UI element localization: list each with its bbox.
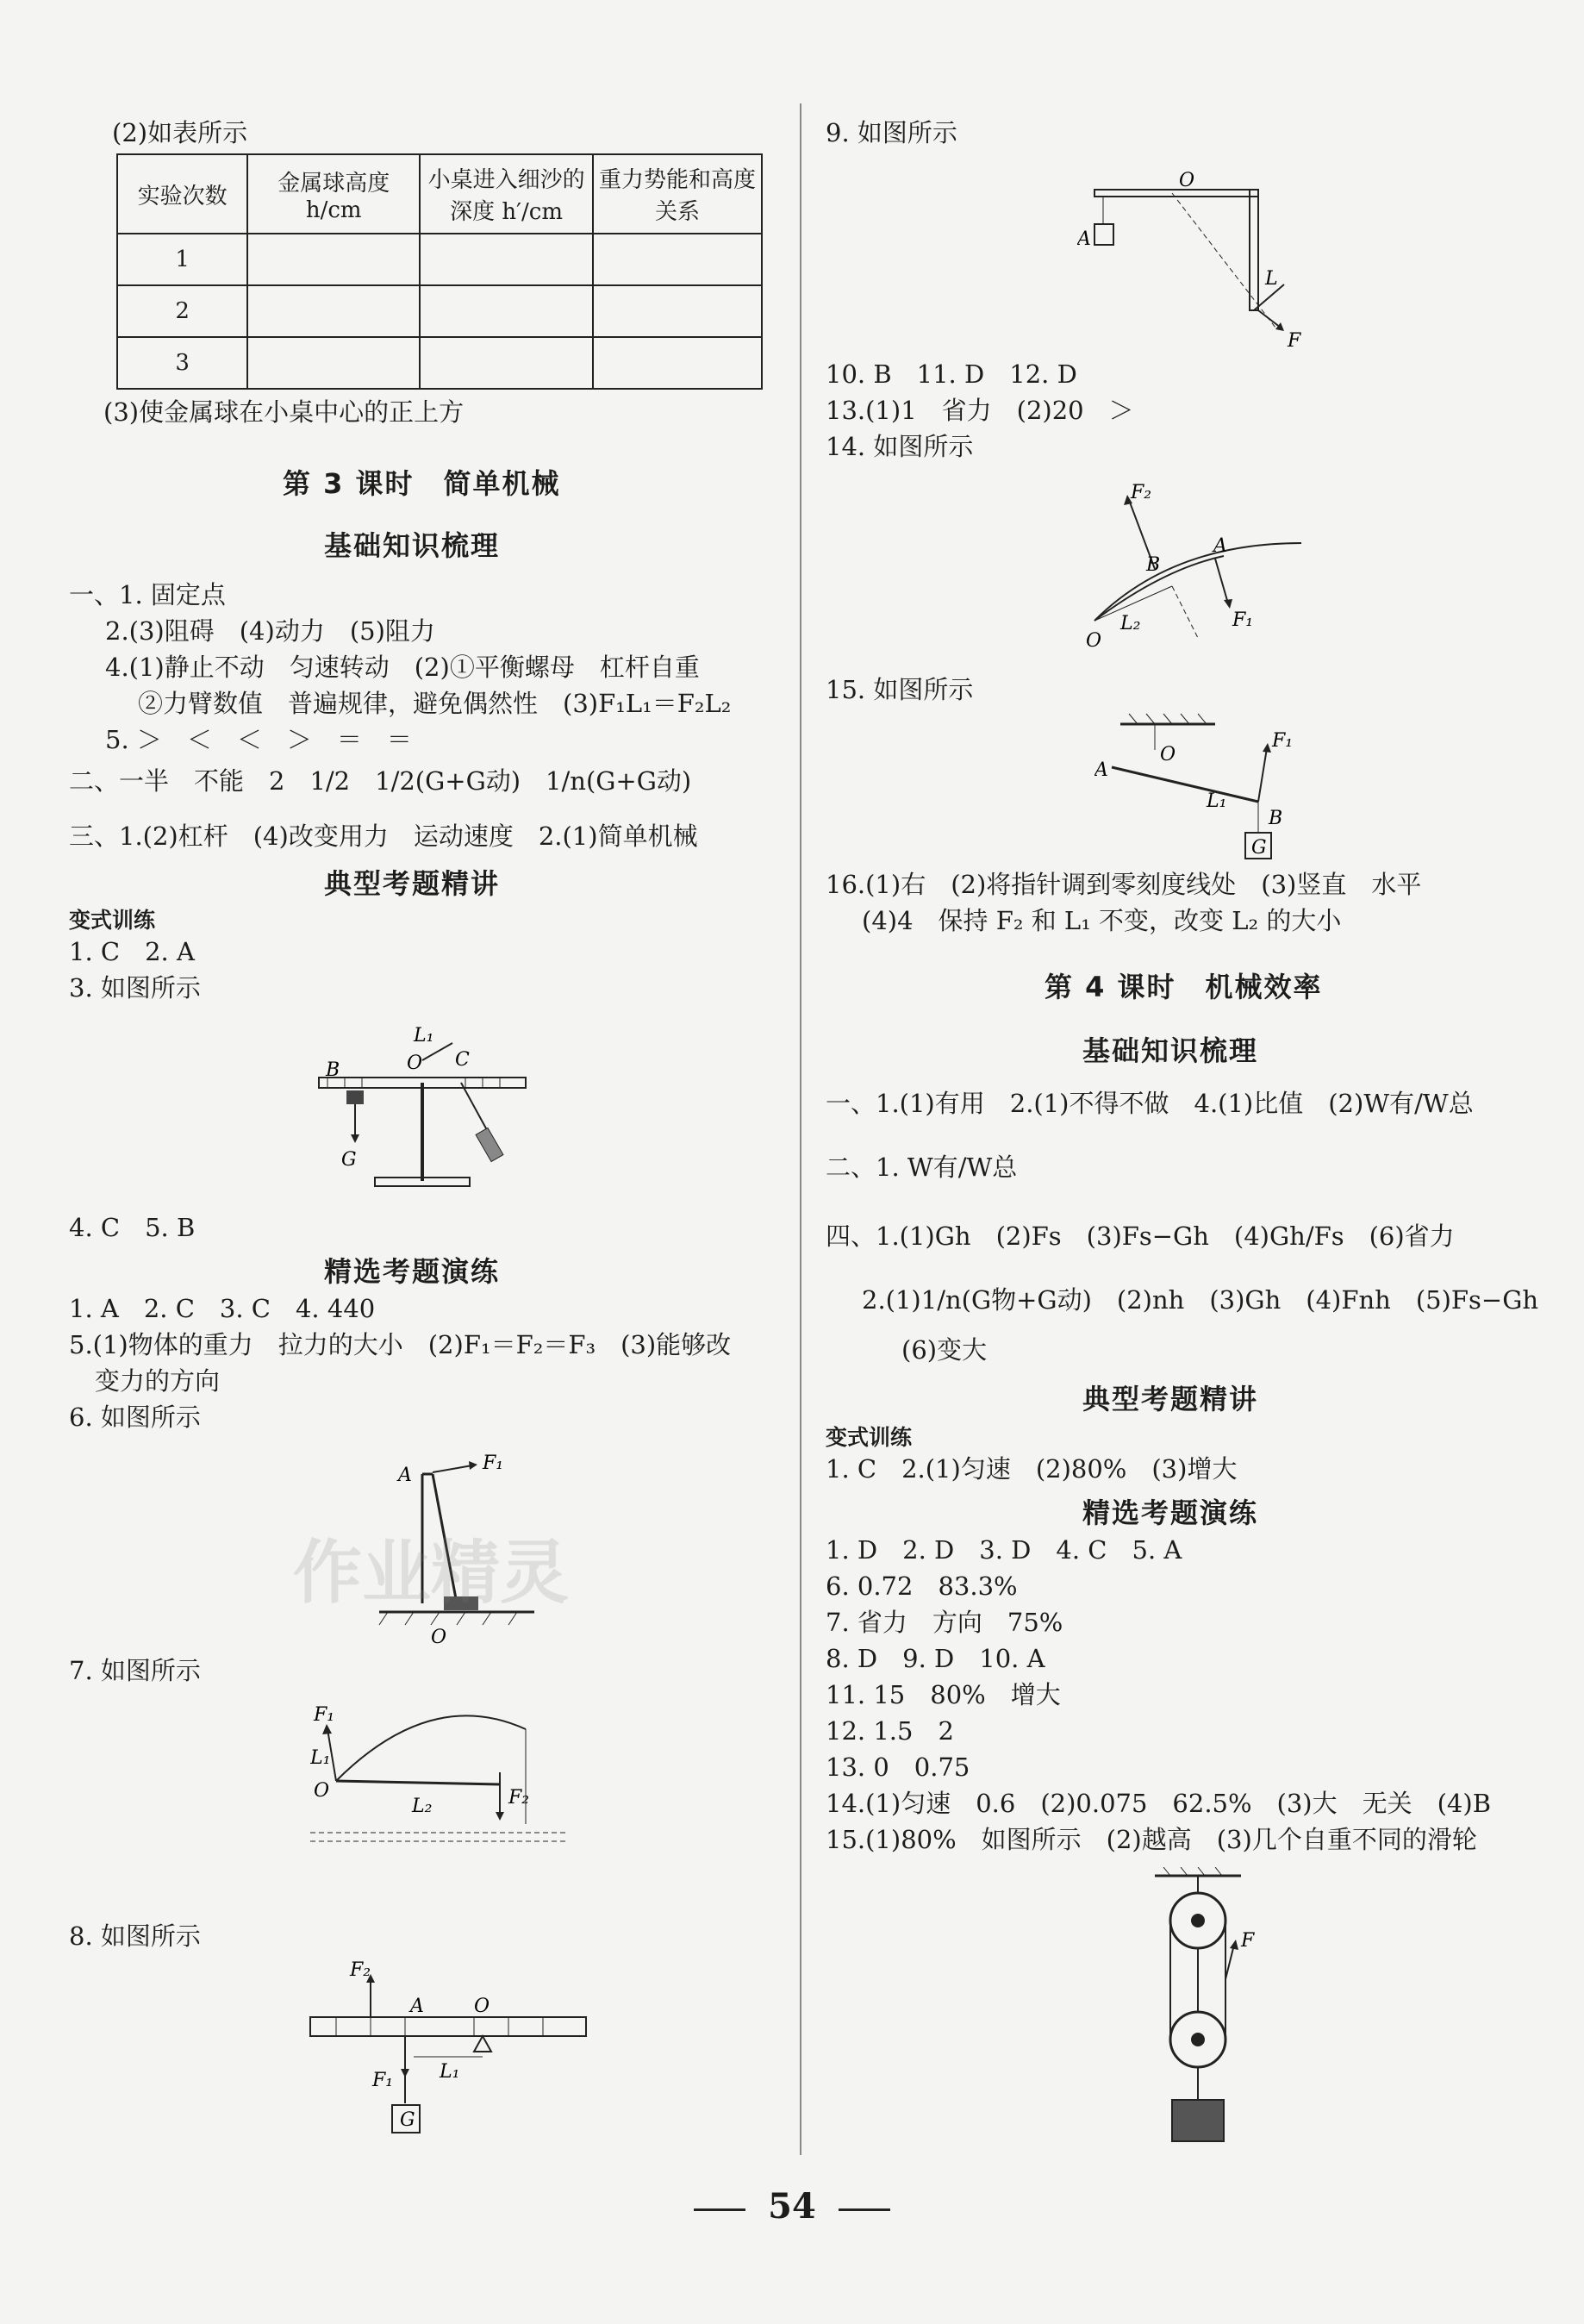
fig-label: A — [410, 1996, 424, 2017]
experiment-table — [116, 153, 763, 390]
lesson3-title: 第 3 课时 简单机械 — [283, 467, 561, 500]
after-fig3: 4. C 5. B — [69, 1213, 196, 1242]
q7-label: 7. 如图所示 — [69, 1656, 201, 1685]
page-number: 54 — [768, 2186, 816, 2227]
table-cell: 3 — [117, 337, 247, 389]
basic-line: 二、一半 不能 2 1/2 1/2(G+G动) 1/n(G+G动) — [69, 766, 692, 796]
basic-title-right: 基础知识梳理 — [1082, 1034, 1259, 1067]
page-number-row — [0, 2186, 1584, 2227]
fig-label: O — [1160, 744, 1176, 765]
fig-label: A — [1077, 228, 1091, 250]
table-cell: 1 — [117, 234, 247, 285]
fig-label: F₂ — [350, 1959, 371, 1981]
selected-line: 5.(1)物体的重力 拉力的大小 (2)F₁＝F₂＝F₃ (3)能够改 — [69, 1330, 732, 1359]
table-intro: (2)如表所示 — [112, 118, 248, 147]
table-header: 重力势能和高度关系 — [593, 154, 762, 234]
lesson4-title: 第 4 课时 机械效率 — [1045, 971, 1323, 1003]
fig-label: F₁ — [483, 1452, 504, 1474]
fig-label: F₁ — [1272, 730, 1294, 752]
fig-label: L₂ — [1120, 613, 1141, 634]
figure-8 — [302, 1957, 595, 2146]
page-number-dash — [839, 2208, 890, 2211]
answer-line: 13.(1)1 省力 (2)20 ＞ — [826, 396, 1134, 425]
selected-line: 7. 省力 方向 75% — [826, 1608, 1063, 1637]
selected-line: 变力的方向 — [95, 1366, 221, 1396]
basic-line: 三、1.(2)杠杆 (4)改变用力 运动速度 2.(1)简单机械 — [69, 822, 698, 851]
selected-title-left: 精选考题演练 — [324, 1255, 501, 1288]
selected-line: 1. D 2. D 3. D 4. C 5. A — [826, 1535, 1182, 1565]
basic-line: 四、1.(1)Gh (2)Fs (3)Fs−Gh (4)Gh/Fs (6)省力 — [826, 1221, 1455, 1251]
variant-line: 3. 如图所示 — [69, 973, 201, 1003]
fig-label: O — [314, 1780, 330, 1802]
q8-label: 8. 如图所示 — [69, 1921, 201, 1951]
after-table: (3)使金属球在小桌中心的正上方 — [103, 397, 465, 427]
fig-label: A — [1094, 759, 1108, 781]
selected-line: 8. D 9. D 10. A — [826, 1644, 1045, 1673]
pulley-figure — [1138, 1867, 1275, 2152]
fig-label: C — [455, 1049, 470, 1071]
fig-label: F — [1241, 1930, 1255, 1952]
typical-title-right: 典型考题精讲 — [1082, 1383, 1259, 1415]
fig-label: L₁ — [1207, 790, 1227, 812]
table-header: 小桌进入细沙的深度 h′/cm — [420, 154, 593, 234]
selected-line: 12. 1.5 2 — [826, 1716, 954, 1746]
fig-label: L₁ — [414, 1025, 434, 1046]
figure-9 — [1077, 155, 1319, 353]
basic-line: 一、1.(1)有用 2.(1)不得不做 4.(1)比值 (2)W有/W总 — [826, 1089, 1474, 1118]
q9-label: 9. 如图所示 — [826, 118, 957, 147]
selected-line: 6. 0.72 83.3% — [826, 1571, 1018, 1601]
variant-label-right: 变式训练 — [826, 1425, 913, 1450]
basic-title-left: 基础知识梳理 — [324, 529, 501, 562]
fig-label: F₂ — [508, 1787, 530, 1809]
selected-line: 13. 0 0.75 — [826, 1752, 970, 1782]
basic-line: (6)变大 — [901, 1335, 988, 1365]
fig-label: L₁ — [310, 1747, 331, 1769]
q15-label: 15. 如图所示 — [826, 675, 974, 704]
figure-15 — [1094, 707, 1301, 862]
fig-label: L — [1265, 268, 1278, 290]
fig-label: O — [407, 1053, 423, 1074]
fig-label: O — [1179, 170, 1195, 191]
fig-label: O — [1086, 630, 1102, 652]
fig-label: O — [474, 1996, 490, 2017]
fig-label: F₂ — [1131, 482, 1152, 503]
selected-line: 15.(1)80% 如图所示 (2)越高 (3)几个自重不同的滑轮 — [826, 1825, 1477, 1854]
selected-line: 6. 如图所示 — [69, 1403, 201, 1432]
q16-line: 16.(1)右 (2)将指针调到零刻度线处 (3)竖直 水平 — [826, 870, 1422, 899]
selected-line: 14.(1)匀速 0.6 (2)0.075 62.5% (3)大 无关 (4)B — [826, 1789, 1492, 1818]
table-header: 实验次数 — [117, 154, 247, 234]
basic-line: 2.(1)1/n(G物+G动) (2)nh (3)Gh (4)Fnh (5)Fs−Gh — [862, 1285, 1539, 1315]
fig-label: F — [1288, 330, 1301, 352]
selected-title-right: 精选考题演练 — [1082, 1496, 1259, 1529]
watermark: 作业精灵 — [293, 1532, 569, 1613]
basic-line: 2.(3)阻碍 (4)动力 (5)阻力 — [105, 616, 435, 646]
fig-label: G — [400, 2109, 415, 2131]
basic-line: 二、1. W有/W总 — [826, 1153, 1018, 1182]
q16-line: (4)4 保持 F₂ 和 L₁ 不变，改变 L₂ 的大小 — [862, 906, 1342, 935]
variant-line: 1. C 2. A — [69, 937, 195, 966]
fig-label: B — [1269, 808, 1283, 829]
fig-label: A — [398, 1465, 412, 1486]
table-cell: 2 — [117, 285, 247, 337]
column-divider — [800, 103, 801, 2155]
basic-line: 5. ＞ ＜ ＜ ＞ ＝ ＝ — [105, 725, 412, 754]
lever-stand-figure — [310, 1009, 534, 1198]
typical-title-left: 典型考题精讲 — [324, 867, 501, 900]
fig-label: G — [1251, 837, 1267, 859]
basic-line: 4.(1)静止不动 匀速转动 (2)①平衡螺母 杠杆自重 — [105, 653, 700, 682]
answer-line: 14. 如图所示 — [826, 432, 974, 461]
fig-label: L₂ — [412, 1796, 433, 1817]
table-header: 金属球高度 h/cm — [247, 154, 420, 234]
fig-label: A — [1213, 535, 1227, 557]
fig-label: F₁ — [1232, 609, 1254, 631]
fig-label: F₁ — [314, 1704, 335, 1726]
selected-line: 11. 15 80% 增大 — [826, 1680, 1061, 1709]
fig-label: B — [326, 1059, 340, 1081]
basic-line: 一、1. 固定点 — [69, 580, 226, 609]
fig-label: B — [1146, 554, 1161, 576]
fig-label: G — [341, 1149, 357, 1171]
variant-line: 1. C 2.(1)匀速 (2)80% (3)增大 — [826, 1454, 1238, 1484]
fig-label: L₁ — [440, 2061, 460, 2083]
fig-label: O — [431, 1627, 447, 1646]
page-number-dash — [694, 2208, 745, 2211]
selected-line: 1. A 2. C 3. C 4. 440 — [69, 1294, 376, 1323]
fig-label: F₁ — [372, 2070, 394, 2091]
figure-14 — [1069, 474, 1319, 664]
variant-label-left: 变式训练 — [69, 908, 156, 933]
answer-line: 10. B 11. D 12. D — [826, 359, 1077, 389]
basic-line: ②力臂数值 普遍规律，避免偶然性 (3)F₁L₁＝F₂L₂ — [138, 689, 732, 718]
figure-7 — [310, 1695, 569, 1859]
